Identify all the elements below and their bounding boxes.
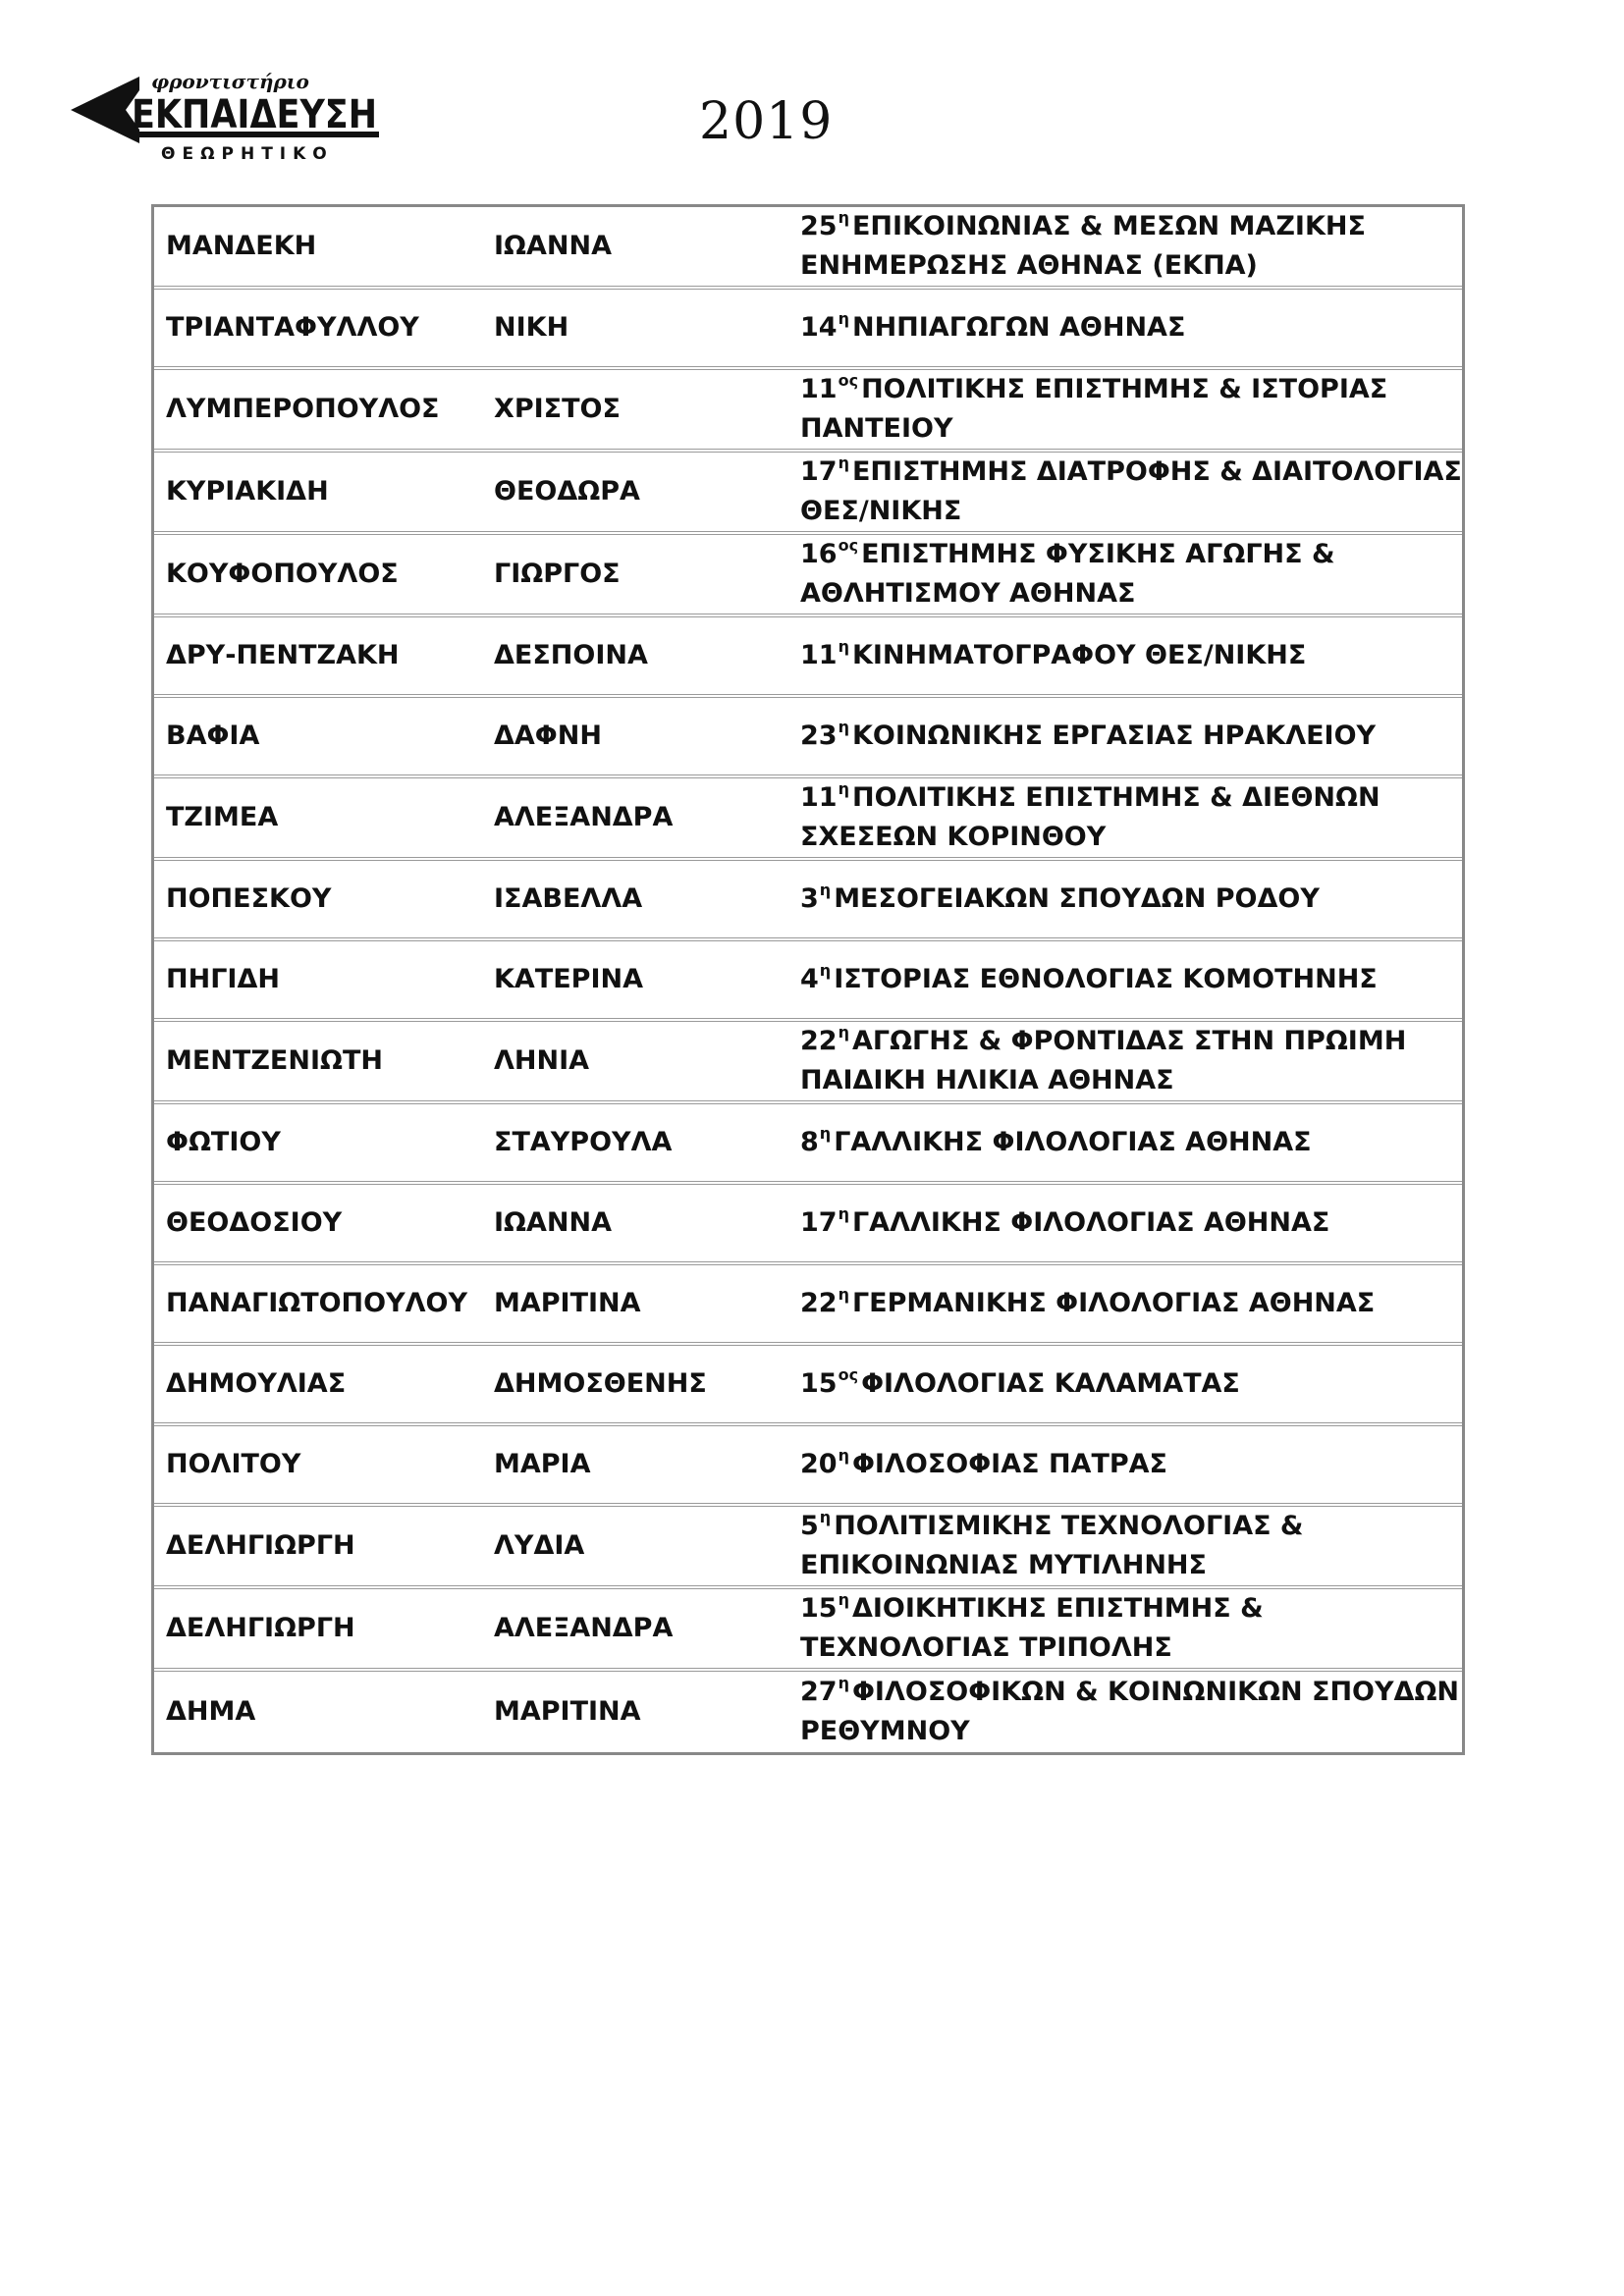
placement-rank-suffix: η [838, 1204, 849, 1223]
logo-bottom-text: ΘΕΩΡΗΤΙΚΟ [161, 144, 334, 164]
table-row [154, 1104, 1462, 1185]
placement-rank: 23 [800, 721, 838, 751]
placement-rank: 8 [800, 1127, 819, 1157]
table-row [154, 861, 1462, 941]
surname-cell: ΠΟΛΙΤΟΥ [154, 1426, 482, 1507]
surname-cell: ΔΗΜΟΥΛΙΑΣ [154, 1346, 482, 1426]
placement-school: ΚΙΝΗΜΑΤΟΓΡΑΦΟΥ ΘΕΣ/ΝΙΚΗΣ [851, 640, 1307, 670]
first-name-cell: ΛΥΔΙΑ [482, 1507, 788, 1589]
placement-rank-suffix: η [838, 1285, 849, 1304]
surname-cell: ΠΑΝΑΓΙΩΤΟΠΟΥΛΟΥ [154, 1265, 482, 1346]
placement-cell [788, 1507, 1462, 1589]
surname-cell: ΒΑΦΙΑ [154, 698, 482, 778]
first-name-cell: ΜΑΡΙΤΙΝΑ [494, 1696, 641, 1727]
placement-cell [788, 453, 1462, 535]
table-row [154, 1185, 1462, 1265]
placement-rank: 15 [800, 1593, 838, 1624]
placement-rank-suffix: η [819, 881, 832, 899]
placement-school: ΦΙΛΟΛΟΓΙΑΣ ΚΑΛΑΜΑΤΑΣ [861, 1368, 1240, 1399]
placement-rank-suffix: ος [838, 371, 859, 390]
placement-school: ΙΣΤΟΡΙΑΣ ΕΘΝΟΛΟΓΙΑΣ ΚΟΜΟΤΗΝΗΣ [834, 964, 1378, 994]
placement-cell [788, 698, 1462, 778]
logo-main-text: ΕΚΠΑΙΔΕΥΣΗ [132, 92, 377, 137]
table-row [154, 453, 1462, 535]
table-row [154, 1022, 1462, 1104]
table-row [154, 617, 1462, 698]
surname-cell: ΤΡΙΑΝΤΑΦΥΛΛΟΥ [154, 290, 482, 370]
placement-rank: 11 [800, 640, 838, 670]
table-row [154, 1265, 1462, 1346]
placement-school: ΦΙΛΟΣΟΦΙΑΣ ΠΑΤΡΑΣ [851, 1449, 1167, 1479]
placement-rank: 14 [800, 312, 838, 343]
surname-cell: ΚΥΡΙΑΚΙΔΗ [154, 453, 482, 535]
placement-rank-suffix: η [838, 309, 849, 328]
placement-cell [788, 1426, 1462, 1507]
placement-cell [788, 941, 1462, 1022]
table-row [154, 207, 1462, 290]
first-name-cell: ΔΗΜΟΣΘΕΝΗΣ [482, 1346, 788, 1426]
placement-cell [788, 1104, 1462, 1185]
surname-cell: ΔΕΛΗΓΙΩΡΓΗ [154, 1507, 482, 1589]
first-name-cell: ΝΙΚΗ [482, 290, 788, 370]
first-name-cell: ΓΙΩΡΓΟΣ [482, 535, 788, 617]
placement-cell [788, 778, 1462, 861]
first-name-cell: ΙΩΑΝΝΑ [482, 207, 788, 290]
placement-rank: 17 [800, 456, 838, 487]
first-name-cell: ΙΣΑΒΕΛΛΑ [482, 861, 788, 941]
placement-rank: 22 [800, 1026, 838, 1056]
placement-school: ΦΙΛΟΣΟΦΙΚΩΝ & ΚΟΙΝΩΝΙΚΩΝ ΣΠΟΥΔΩΝ ΡΕΘΥΜΝΟΥ [800, 1677, 1460, 1746]
placement-cell [788, 1672, 1462, 1752]
placement-rank-suffix: ος [838, 1365, 859, 1384]
placement-school: ΔΙΟΙΚΗΤΙΚΗΣ ΕΠΙΣΤΗΜΗΣ & ΤΕΧΝΟΛΟΓΙΑΣ ΤΡΙΠΟΛΗΣ [800, 1593, 1264, 1663]
placement-rank-suffix: η [838, 454, 849, 472]
table-row [154, 1426, 1462, 1507]
placement-cell [788, 861, 1462, 941]
placement-cell [788, 617, 1462, 698]
table-row [154, 1507, 1462, 1589]
surname-cell: ΜΕΝΤΖΕΝΙΩΤΗ [154, 1022, 482, 1104]
first-name-cell: ΑΛΕΞΑΝΔΡΑ [482, 778, 788, 861]
placement-rank-suffix: η [838, 1023, 849, 1041]
surname-cell: ΦΩΤΙΟΥ [154, 1104, 482, 1185]
placement-rank-suffix: η [838, 718, 849, 736]
results-table [151, 204, 1465, 1755]
placement-rank-suffix: η [838, 1674, 849, 1692]
first-name-cell: ΜΑΡΙΤΙΝΑ [482, 1265, 788, 1346]
surname-cell: ΘΕΟΔΟΣΙΟΥ [154, 1185, 482, 1265]
surname-cell: ΠΗΓΙΔΗ [154, 941, 482, 1022]
placement-rank: 16 [800, 539, 838, 569]
logo-top-text: φροντιστήριο [151, 70, 309, 93]
placement-rank-suffix: η [838, 1590, 849, 1609]
placement-school: ΠΟΛΙΤΙΚΗΣ ΕΠΙΣΤΗΜΗΣ & ΙΣΤΟΡΙΑΣ ΠΑΝΤΕΙΟΥ [800, 374, 1388, 444]
surname-cell: ΜΑΝΔΕΚΗ [154, 207, 482, 290]
placement-school: ΓΕΡΜΑΝΙΚΗΣ ΦΙΛΟΛΟΓΙΑΣ ΑΘΗΝΑΣ [851, 1288, 1376, 1318]
first-name-cell: ΔΑΦΝΗ [482, 698, 788, 778]
first-name-cell: ΣΤΑΥΡΟΥΛΑ [482, 1104, 788, 1185]
first-name-cell: ΘΕΟΔΩΡΑ [482, 453, 788, 535]
placement-cell [788, 1589, 1462, 1672]
placement-rank-suffix: η [838, 779, 849, 798]
placement-rank: 20 [800, 1449, 838, 1479]
placement-rank-suffix: ος [838, 536, 859, 555]
surname-cell: ΔΗΜΑ [166, 1696, 256, 1727]
placement-rank-suffix: η [838, 208, 849, 227]
placement-school: ΕΠΙΣΤΗΜΗΣ ΦΥΣΙΚΗΣ ΑΓΩΓΗΣ & ΑΘΛΗΤΙΣΜΟΥ ΑΘΗΝΑΣ [800, 539, 1335, 609]
first-name-cell: ΑΛΕΞΑΝΔΡΑ [482, 1589, 788, 1672]
placement-school: ΓΑΛΛΙΚΗΣ ΦΙΛΟΛΟΓΙΑΣ ΑΘΗΝΑΣ [834, 1127, 1312, 1157]
placement-school: ΠΟΛΙΤΙΚΗΣ ΕΠΙΣΤΗΜΗΣ & ΔΙΕΘΝΩΝ ΣΧΕΣΕΩΝ ΚΟΡΙΝΘΟΥ [800, 782, 1380, 852]
table-row [154, 778, 1462, 861]
table-row [154, 1672, 1462, 1752]
placement-cell [788, 1022, 1462, 1104]
table-row [154, 698, 1462, 778]
placement-school: ΚΟΙΝΩΝΙΚΗΣ ΕΡΓΑΣΙΑΣ ΗΡΑΚΛΕΙΟΥ [851, 721, 1377, 751]
surname-cell: ΤΖΙΜΕΑ [154, 778, 482, 861]
placement-rank-suffix: η [819, 1124, 832, 1143]
first-name-cell: ΜΑΡΙΑ [482, 1426, 788, 1507]
first-name-cell: ΧΡΙΣΤΟΣ [482, 370, 788, 453]
placement-cell [788, 207, 1462, 290]
placement-rank: 17 [800, 1207, 838, 1238]
placement-school: ΓΑΛΛΙΚΗΣ ΦΙΛΟΛΟΓΙΑΣ ΑΘΗΝΑΣ [851, 1207, 1330, 1238]
first-name-cell: ΚΑΤΕΡΙΝΑ [482, 941, 788, 1022]
placement-rank: 15 [800, 1368, 838, 1399]
table-row [154, 535, 1462, 617]
first-name-cell: ΙΩΑΝΝΑ [482, 1185, 788, 1265]
surname-cell: ΔΡΥ-ΠΕΝΤΖΑΚΗ [154, 617, 482, 698]
first-name-cell: ΛΗΝΙΑ [482, 1022, 788, 1104]
table-row [154, 290, 1462, 370]
placement-rank-suffix: η [819, 1508, 832, 1526]
placement-school: ΕΠΙΣΤΗΜΗΣ ΔΙΑΤΡΟΦΗΣ & ΔΙΑΙΤΟΛΟΓΙΑΣ ΘΕΣ/ΝΙΚΗΣ [800, 456, 1462, 526]
table-row [154, 1589, 1462, 1672]
placement-rank: 27 [800, 1677, 838, 1707]
brand-logo [71, 69, 395, 167]
placement-rank-suffix: η [838, 637, 849, 656]
surname-cell: ΛΥΜΠΕΡΟΠΟΥΛΟΣ [154, 370, 482, 453]
surname-cell: ΚΟΥΦΟΠΟΥΛΟΣ [154, 535, 482, 617]
table-row [154, 1346, 1462, 1426]
placement-rank: 4 [800, 964, 819, 994]
placement-school: ΑΓΩΓΗΣ & ΦΡΟΝΤΙΔΑΣ ΣΤΗΝ ΠΡΩΙΜΗ ΠΑΙΔΙΚΗ ΗΛΙΚΙΑ ΑΘΗΝΑΣ [800, 1026, 1407, 1095]
placement-school: ΝΗΠΙΑΓΩΓΩΝ ΑΘΗΝΑΣ [851, 312, 1186, 343]
placement-rank: 11 [800, 782, 838, 813]
placement-school: ΜΕΣΟΓΕΙΑΚΩΝ ΣΠΟΥΔΩΝ ΡΟΔΟΥ [834, 883, 1320, 914]
placement-rank: 11 [800, 374, 838, 404]
placement-cell [788, 535, 1462, 617]
placement-cell [788, 1265, 1462, 1346]
placement-cell [788, 290, 1462, 370]
placement-rank-suffix: η [819, 961, 832, 980]
placement-school: ΕΠΙΚΟΙΝΩΝΙΑΣ & ΜΕΣΩΝ ΜΑΖΙΚΗΣ ΕΝΗΜΕΡΩΣΗΣ ΑΘΗΝΑΣ (ΕΚΠΑ) [800, 211, 1366, 281]
placement-school: ΠΟΛΙΤΙΣΜΙΚΗΣ ΤΕΧΝΟΛΟΓΙΑΣ & ΕΠΙΚΟΙΝΩΝΙΑΣ ΜΥΤΙΛΗΝΗΣ [800, 1511, 1304, 1580]
placement-rank: 5 [800, 1511, 819, 1541]
placement-cell [788, 370, 1462, 453]
table-row [154, 941, 1462, 1022]
placement-cell [788, 1185, 1462, 1265]
placement-rank: 25 [800, 211, 838, 241]
placement-rank: 22 [800, 1288, 838, 1318]
placement-cell [788, 1346, 1462, 1426]
surname-cell: ΠΟΠΕΣΚΟΥ [154, 861, 482, 941]
surname-cell: ΔΕΛΗΓΙΩΡΓΗ [154, 1589, 482, 1672]
placement-rank: 3 [800, 883, 819, 914]
placement-rank-suffix: η [838, 1446, 849, 1465]
table-row [154, 370, 1462, 453]
first-name-cell: ΔΕΣΠΟΙΝΑ [482, 617, 788, 698]
results-table-body [154, 207, 1462, 1752]
page-year: 2019 [699, 92, 834, 151]
brand-logo-graphic [71, 69, 395, 167]
